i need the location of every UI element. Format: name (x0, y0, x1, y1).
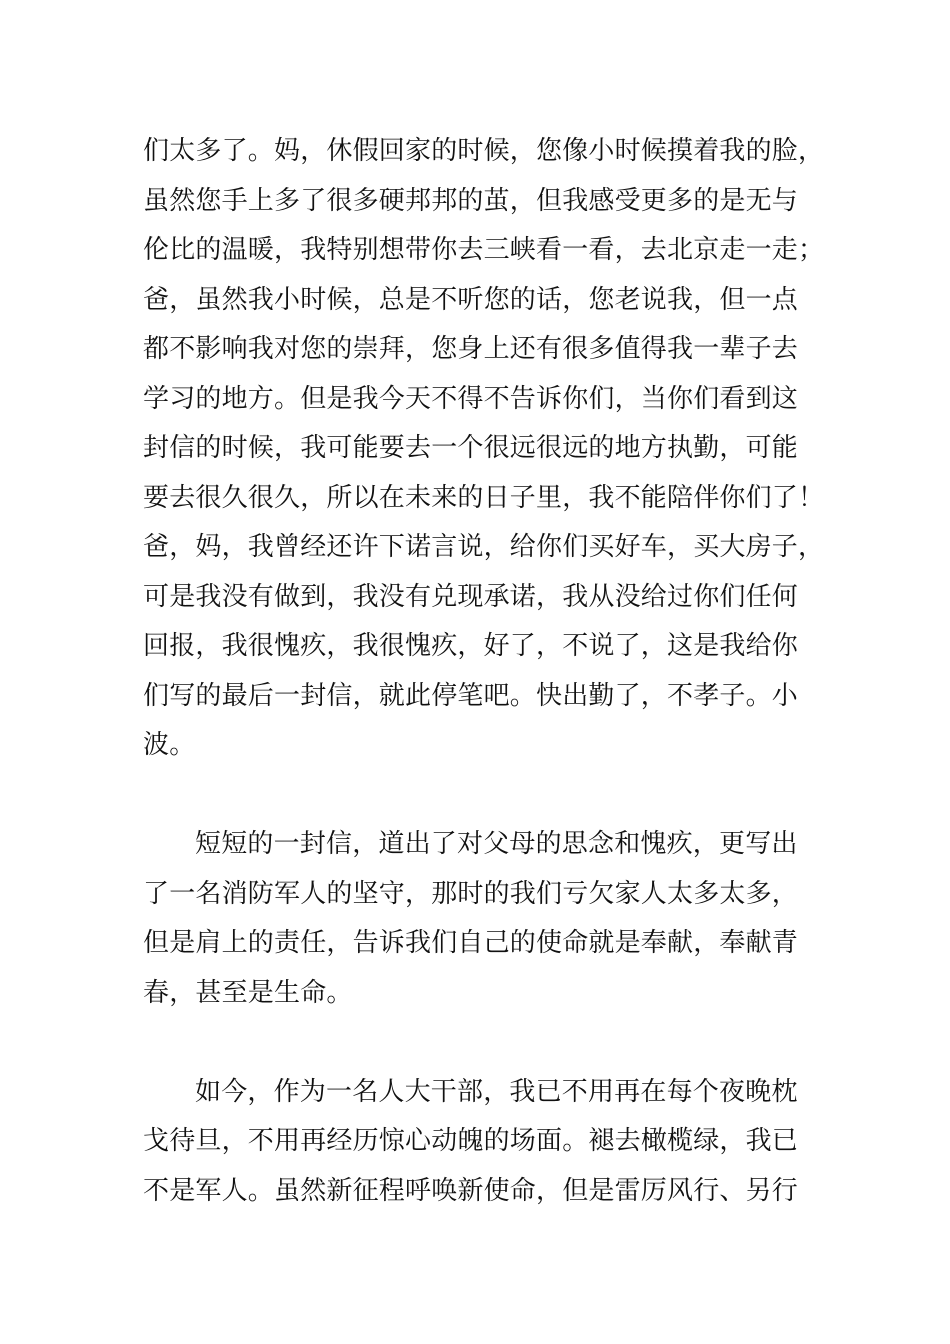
text-line: 戈待旦，不用再经历惊心动魄的场面。褪去橄榄绿，我已 (143, 1126, 799, 1156)
text-line: 虽然您手上多了很多硬邦邦的茧，但我感受更多的是无与 (143, 185, 799, 216)
paragraph-reflection (143, 820, 823, 1018)
text-line: 爸，妈，我曾经还许下诺言说，给你们买好车，买大房子， (143, 532, 825, 562)
text-line: 封信的时候，我可能要去一个很远很远的地方执勤，可能 (143, 433, 799, 463)
text-line: 们太多了。妈，休假回家的时候，您像小时候摸着我的脸， (143, 136, 825, 166)
letter-text-body (143, 127, 823, 1216)
text-line: 伦比的温暖，我特别想带你去三峡看一看，去北京走一走； (143, 235, 825, 265)
text-line: 了一名消防军人的坚守，那时的我们亏欠家人太多太多， (143, 878, 799, 909)
text-line: 但是肩上的责任，告诉我们自己的使命就是奉献，奉献青 (143, 928, 799, 958)
text-line: 要去很久很久，所以在未来的日子里，我不能陪伴你们了！ (143, 482, 825, 513)
text-line: 可是我没有做到，我没有兑现承诺，我从没给过你们任何 (143, 581, 799, 612)
paragraph-spacer (143, 771, 823, 821)
paragraph-letter-ending (143, 127, 823, 771)
text-line: 们写的最后一封信，就此停笔吧。快出勤了，不孝子。小 (143, 680, 799, 711)
text-line: 学习的地方。但是我今天不得不告诉你们，当你们看到这 (143, 383, 799, 414)
text-line: 爸，虽然我小时候，总是不听您的话，您老说我，但一点 (143, 284, 799, 315)
text-line: 波。 (143, 730, 196, 760)
paragraph-present-day (143, 1068, 823, 1217)
text-line: 不是军人。虽然新征程呼唤新使命，但是雷厉风行、另行 (143, 1175, 799, 1206)
text-line-indented: 短短的一封信，道出了对父母的思念和愧疚，更写出 (195, 829, 798, 859)
text-line: 回报，我很愧疚，我很愧疚，好了，不说了，这是我给你 (143, 631, 799, 661)
text-line: 春，甚至是生命。 (143, 977, 353, 1008)
paragraph-spacer (143, 1018, 823, 1068)
text-line: 都不影响我对您的崇拜，您身上还有很多值得我一辈子去 (143, 334, 799, 364)
text-line-indented: 如今，作为一名人大干部，我已不用再在每个夜晚枕 (195, 1076, 798, 1107)
